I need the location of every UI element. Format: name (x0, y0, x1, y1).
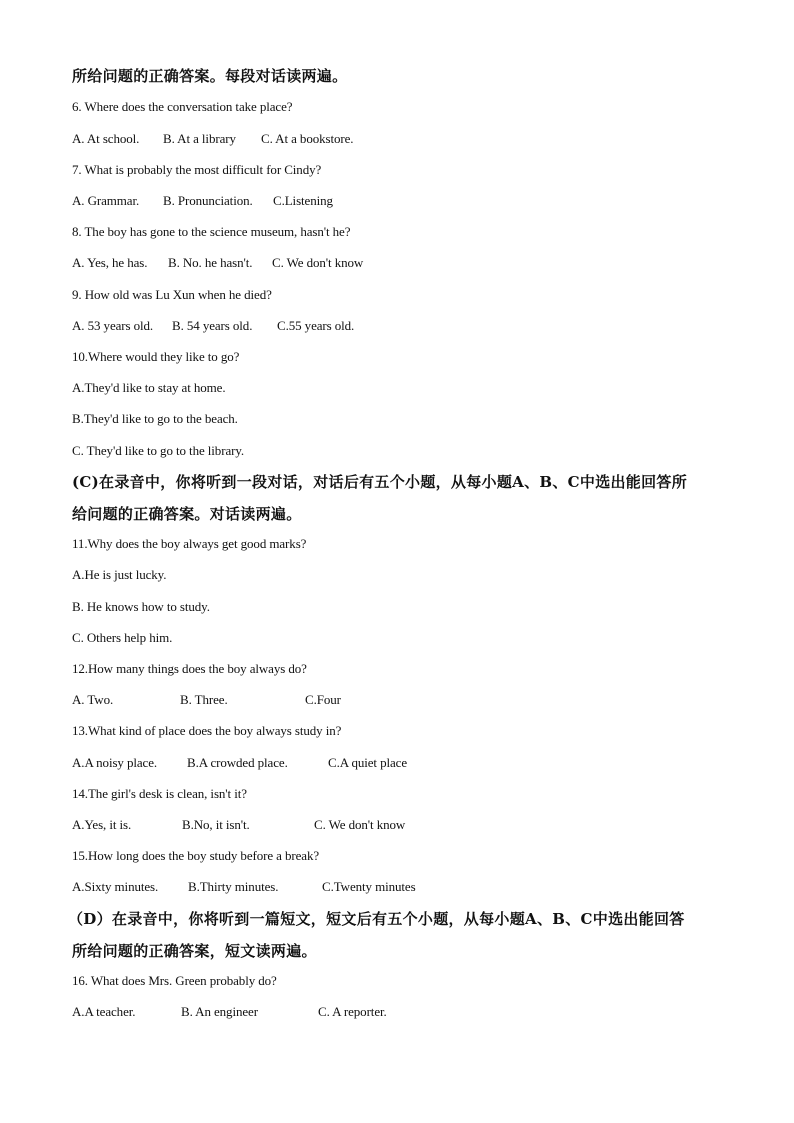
option-c: C.Four (305, 692, 341, 707)
options-13 (72, 754, 732, 772)
option-a: A. Yes, he has. (72, 255, 148, 270)
option-c: C. A reporter. (318, 1004, 387, 1019)
option-b: B. At a library (163, 131, 236, 146)
section-b-instruction: 所给问题的正确答案。每段对话读两遍。 (72, 67, 348, 85)
section-d-instruction-cont: 所给问题的正确答案，短文读两遍。 (72, 942, 317, 960)
option-a: A.A teacher. (72, 1004, 136, 1019)
question-10: 10.Where would they like to go? (72, 349, 240, 364)
option-a: A. 53 years old. (72, 318, 154, 333)
option-a: A. Two. (72, 692, 114, 707)
section-d-instruction: （D）在录音中，你将听到一篇短文，短文后有五个小题，从每小题A、B、C中选出能回答 (68, 910, 685, 928)
option-c: C. We don't know (314, 817, 406, 832)
option-c: C. At a bookstore. (261, 131, 354, 146)
section-c-instruction: (C)在录音中，你将听到一段对话，对话后有五个小题，从每小题A、B、C中选出能回答所 (72, 473, 687, 491)
option-c: C. They'd like to go to the library. (72, 443, 245, 458)
option-b: B. Three. (180, 692, 228, 707)
option-b: B. No. he hasn't. (168, 255, 253, 270)
option-c: C.Twenty minutes (322, 879, 416, 894)
question-8: 8. The boy has gone to the science museum, hasn't he? (72, 224, 351, 239)
option-b: B.No, it isn't. (182, 817, 250, 832)
option-c: C. Others help him. (72, 630, 173, 645)
option-b: B. 54 years old. (172, 318, 253, 333)
options-14 (72, 816, 732, 834)
section-c-instruction-cont: 给问题的正确答案。对话读两遍。 (72, 505, 302, 523)
option-c: C.A quiet place (328, 755, 408, 770)
option-c: C.55 years old. (277, 318, 355, 333)
options-16 (72, 1003, 732, 1021)
question-6: 6. Where does the conversation take place? (72, 99, 293, 114)
question-12: 12.How many things does the boy always do? (72, 661, 307, 676)
option-c: C.Listening (273, 193, 333, 208)
options-7 (72, 192, 732, 210)
question-7: 7. What is probably the most difficult for Cindy? (72, 162, 322, 177)
options-15 (72, 878, 732, 896)
option-a: A.Yes, it is. (72, 817, 132, 832)
option-b: B.They'd like to go to the beach. (72, 411, 238, 426)
option-b: B. He knows how to study. (72, 599, 210, 614)
option-b: B. An engineer (181, 1004, 258, 1019)
option-a: A.They'd like to stay at home. (72, 380, 226, 395)
option-c: C. We don't know (272, 255, 364, 270)
options-12 (72, 691, 732, 709)
option-b: B. Pronunciation. (163, 193, 253, 208)
options-8 (72, 254, 732, 272)
question-14: 14.The girl's desk is clean, isn't it? (72, 786, 247, 801)
option-a: A.A noisy place. (72, 755, 158, 770)
option-a: A. At school. (72, 131, 140, 146)
question-13: 13.What kind of place does the boy always study in? (72, 723, 342, 738)
option-a: A.He is just lucky. (72, 567, 167, 582)
option-b: B.Thirty minutes. (188, 879, 279, 894)
option-a: A.Sixty minutes. (72, 879, 159, 894)
question-11: 11.Why does the boy always get good marks? (72, 536, 307, 551)
question-16: 16. What does Mrs. Green probably do? (72, 973, 277, 988)
question-9: 9. How old was Lu Xun when he died? (72, 287, 272, 302)
option-a: A. Grammar. (72, 193, 140, 208)
options-6 (72, 130, 732, 148)
options-9 (72, 317, 732, 335)
option-b: B.A crowded place. (187, 755, 288, 770)
question-15: 15.How long does the boy study before a break? (72, 848, 320, 863)
